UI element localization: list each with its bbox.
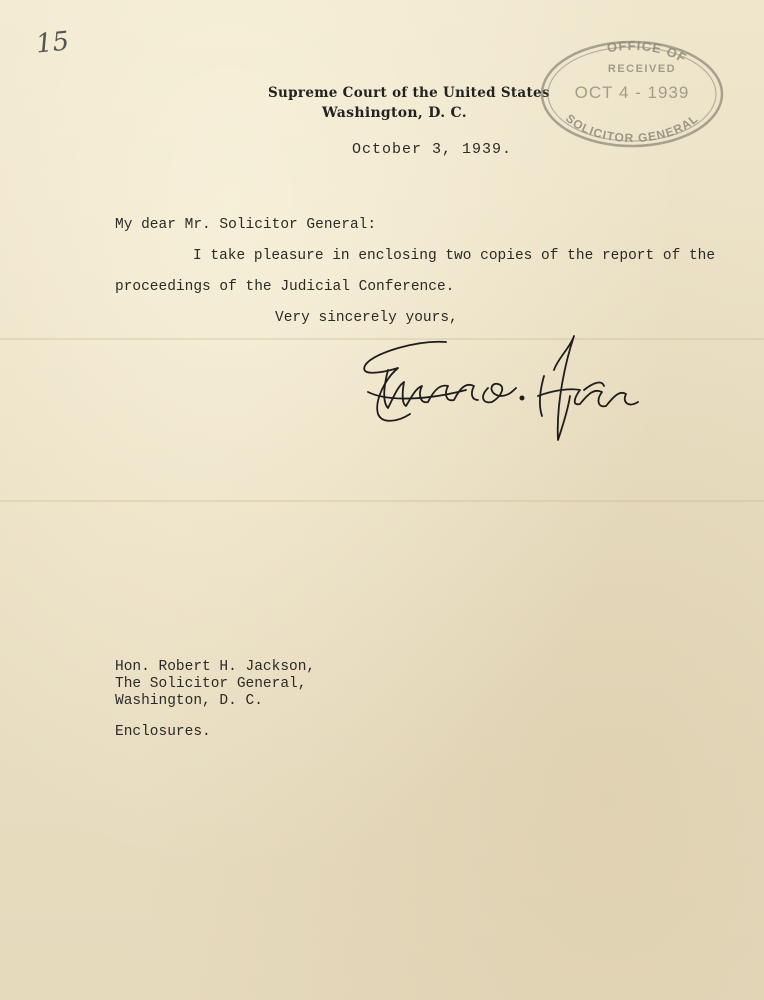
body-line-2: proceedings of the Judicial Conference. bbox=[115, 279, 455, 295]
letter-date: October 3, 1939. bbox=[352, 141, 513, 158]
svg-text:OFFICE OF bbox=[606, 38, 690, 66]
signature bbox=[358, 330, 648, 450]
addressee-line-1: Hon. Robert H. Jackson, bbox=[115, 659, 316, 675]
closing: Very sincerely yours, bbox=[275, 310, 458, 326]
paper-fold-line bbox=[0, 500, 764, 502]
letterhead-court: Supreme Court of the United States bbox=[268, 85, 550, 101]
addressee-line-3: Washington, D. C. bbox=[115, 693, 263, 709]
stamp-received-text: RECEIVED bbox=[607, 63, 677, 75]
letterhead-city: Washington, D. C. bbox=[322, 105, 467, 121]
stamp-date-text: OCT 4 - 1939 bbox=[574, 83, 690, 102]
received-stamp bbox=[538, 38, 726, 150]
enclosures-note: Enclosures. bbox=[115, 724, 211, 740]
salutation: My dear Mr. Solicitor General: bbox=[115, 217, 377, 233]
addressee-line-2: The Solicitor General, bbox=[115, 676, 307, 692]
body-line-1: I take pleasure in enclosing two copies of the report of the bbox=[193, 248, 716, 264]
stamp-office-text: OFFICE OF bbox=[605, 38, 690, 66]
page-number-mark: 15 bbox=[34, 26, 71, 60]
stamp-solicitor-text: SOLICITOR GENERAL bbox=[562, 111, 702, 146]
svg-text:SOLICITOR GENERAL bbox=[563, 111, 701, 145]
